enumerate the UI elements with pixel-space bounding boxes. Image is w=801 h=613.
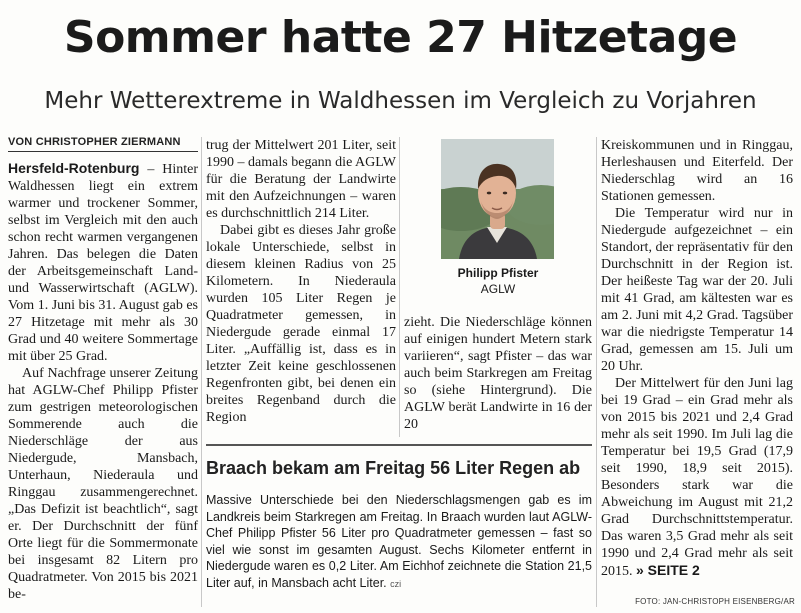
box-title: Braach bekam am Freitag 56 Liter Regen ab: [206, 458, 581, 478]
portrait-photo: [441, 139, 554, 259]
article-column-3: [404, 314, 592, 433]
article-paragraph: [601, 375, 793, 580]
photo-caption-name: Philipp Pfister: [457, 266, 539, 280]
article-paragraph: Dabei gibt es dieses Jahr große lokale Unterschiede, selbst in diesem kleinen Radius von 25 Kilometern. In Niederaula wurden 105 Liter Regen je Quadratmeter gemessen, in Niedergude gerade einmal 17 Liter. „Auffällig ist, dass es in letzter Zeit keine geschlossenen Regenfronten gibt, bei denen ein breites Regenband durch die Region: [206, 223, 396, 425]
column-divider: [201, 137, 202, 607]
portrait-illustration: [441, 139, 554, 259]
author-signature: czi: [390, 578, 402, 589]
paragraph-text: – Hinter Waldhessen liegt ein extrem warmer und trockener Sommer, selbst im Vergleich mit den auch schon recht warmen vergangenen Jahren. Das belegen die Daten der Arbeitsgemeinschaft Land- und Wasserwirtschaft (AGLW). Vom 1. Juni bis 31. August gab es 27 Hitzetage mit mehr als 30 Grad und 40 weitere Sommertage mit über 25 Grad.: [8, 162, 198, 364]
article-column-4: [601, 137, 793, 580]
box-top-rule: [206, 444, 592, 446]
article-column-2: [206, 137, 396, 426]
subheadline: Mehr Wetterextreme in Waldhessen im Vergleich zu Vorjahren: [44, 88, 757, 114]
photo-caption-organization: AGLW: [480, 282, 516, 296]
box-body: Massive Unterschiede bei den Niederschlagsmengen gab es im Landkreis beim Starkregen am Freitag. In Braach wurden laut AGLW-Chef Philipp Pfister 56 Liter pro Quadratmeter gemessen – fast so viel wie sonst im gesamten August. Sechs Kilometer entfernt in Niedergude waren es 0,2 Liter. Am Eichhof zeichnete die Station 21,5 Liter auf, in Mansbach acht Liter.: [206, 493, 592, 590]
article-paragraph: Die Temperatur wird nur in Niedergude aufgezeichnet – ein Standort, der repräsentativ für den Durchschnitt in der Region ist. Der heißeste Tag war der 20. Juli mit 41 Grad, am kältesten war es am 2. Juni mit 4,2 Grad. Tagsüber war die niedrigste Temperatur 14 Grad, gemessen am 15. Juli um 20 Uhr.: [601, 206, 793, 374]
article-paragraph: Auf Nachfrage unserer Zeitung hat AGLW-Chef Philipp Pfister zum gestrigen meteorologischen Sommerende auch die Niederschläge der aus Niedergude, Mansbach, Unterhaun, Niederaula und Ringgau zusammengerechnet. „Das Defizit ist beachtlich“, sagt er. Der Durchschnitt der fünf Orte liegt für die Sommermonate bei insgesamt 82 Litern pro Quadratmeter. Von 2015 bis 2021 be-: [8, 366, 198, 602]
article-paragraph: [8, 160, 198, 365]
article-column-1: [8, 160, 198, 603]
dateline: Hersfeld-Rotenburg: [8, 160, 140, 176]
box-text: [206, 492, 592, 592]
byline: VON CHRISTOPHER ZIERMANN: [8, 136, 198, 152]
photo-credit: FOTO: JAN-CHRISTOPH EISENBERG/AR: [635, 597, 795, 606]
article-paragraph: Kreiskommunen und in Ringgau, Herleshausen und Eiterfeld. Der Niederschlag wird an 16 Stationen gemessen.: [601, 138, 793, 204]
continuation-reference: » SEITE 2: [636, 562, 700, 578]
column-divider: [596, 137, 597, 607]
paragraph-text: Der Mittelwert für den Juni lag bei 19 Grad – ein Grad mehr als von 2015 bis 2021 und 2,4 Grad mehr als seit 1990. Im Juli lag die Temperatur bei 19,5 Grad (17,9 seit 1990, 18,9 seit 2015). Besonders stark war die Abweichung im August mit 21,2 Grad Durchschnittstemperatur. Das waren 3,5 Grad mehr als seit 1990 und 2,4 Grad mehr als seit 2015.: [601, 376, 793, 579]
article-paragraph: trug der Mittelwert 201 Liter, seit 1990 – damals begann die AGLW für die Beratung der Landwirte mit den Aufzeichnungen – waren es durchschnittlich 214 Liter.: [206, 138, 396, 221]
article-paragraph: zieht. Die Niederschläge können auf einigen hundert Metern stark variieren“, sagt Pfister – das war auch beim Starkregen am Freitag so (siehe Hintergrund). Die AGLW berät Landwirte in 16 der 20: [404, 315, 592, 432]
column-divider: [399, 137, 400, 437]
headline: Sommer hatte 27 Hitzetage: [63, 12, 738, 63]
